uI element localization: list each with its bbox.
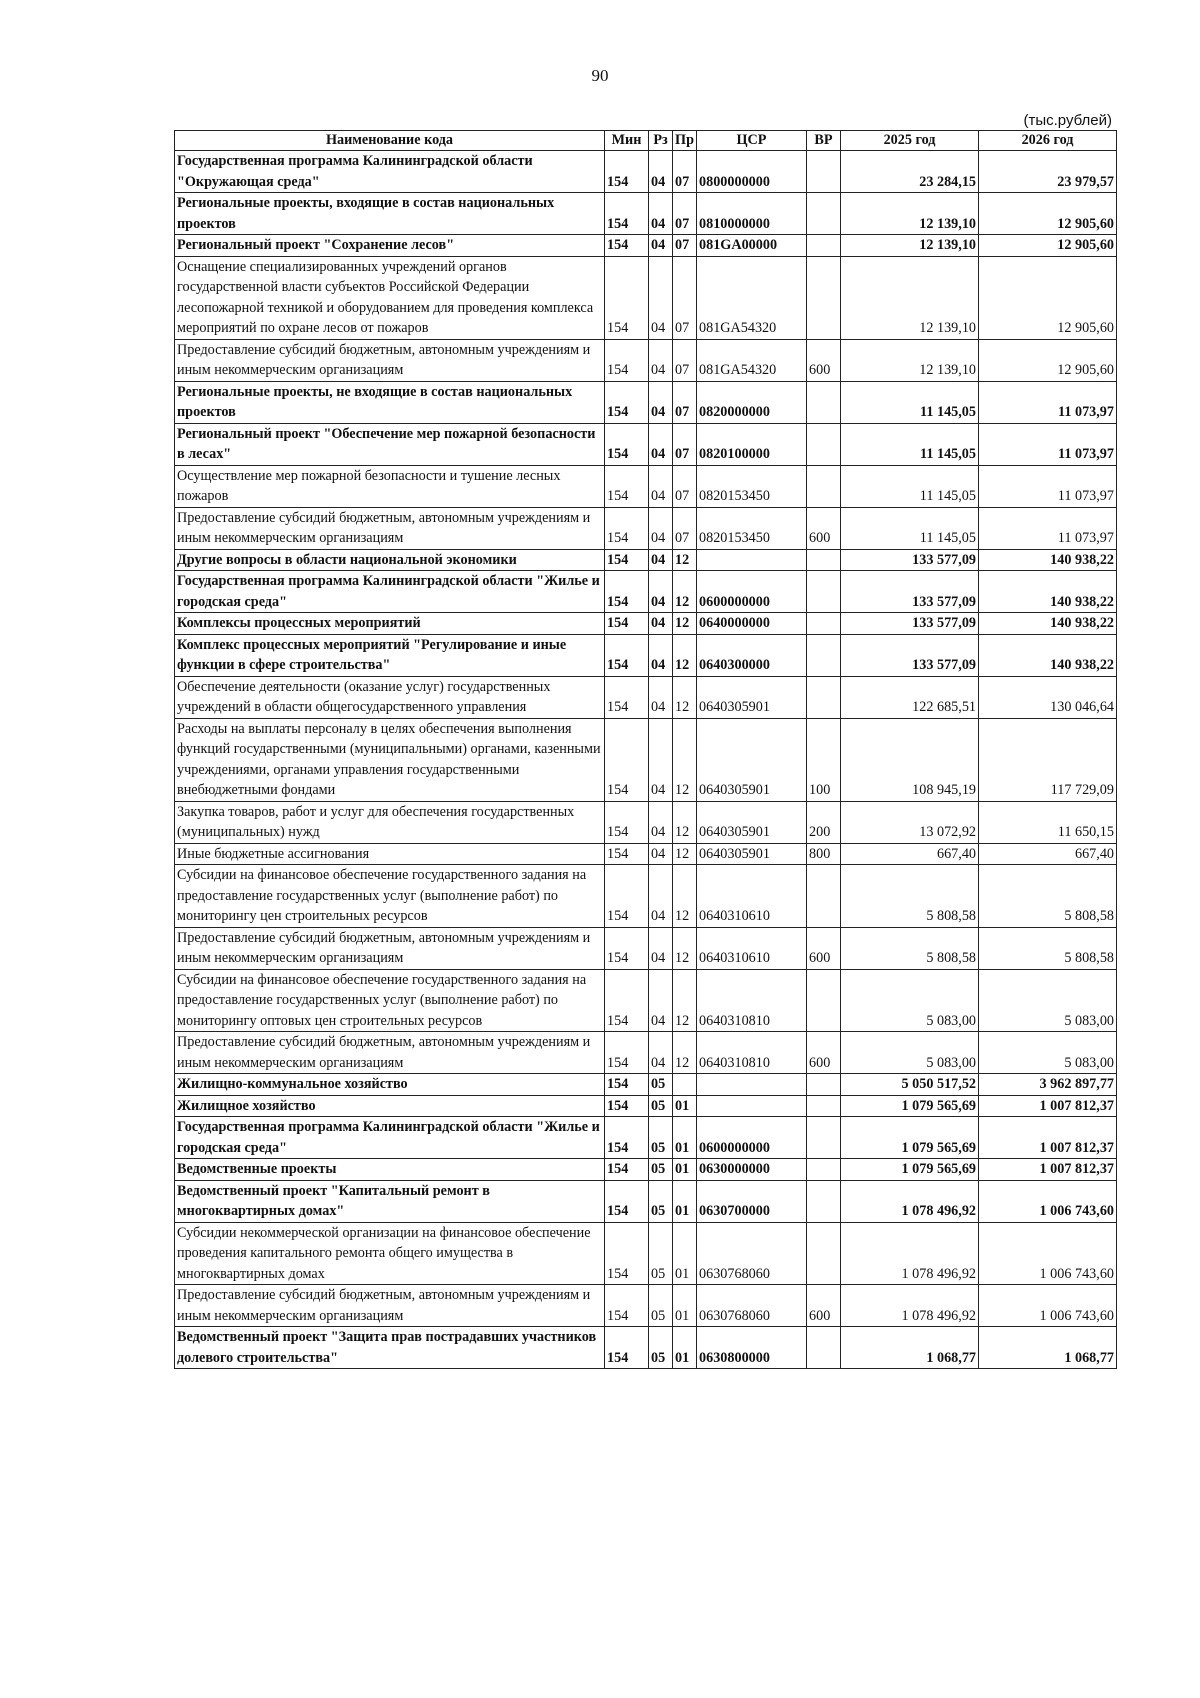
header-vr: ВР bbox=[807, 131, 841, 151]
cell-2026: 11 073,97 bbox=[979, 465, 1117, 507]
cell-rz: 05 bbox=[649, 1095, 673, 1117]
cell-vr bbox=[807, 1074, 841, 1096]
table-row bbox=[175, 339, 1117, 381]
header-2026: 2026 год bbox=[979, 131, 1117, 151]
cell-vr bbox=[807, 634, 841, 676]
cell-vr: 600 bbox=[807, 1285, 841, 1327]
cell-2026: 1 006 743,60 bbox=[979, 1222, 1117, 1285]
cell-pr: 01 bbox=[673, 1222, 697, 1285]
cell-pr: 07 bbox=[673, 465, 697, 507]
cell-vr bbox=[807, 969, 841, 1032]
cell-pr: 12 bbox=[673, 969, 697, 1032]
cell-rz: 04 bbox=[649, 465, 673, 507]
cell-name: Жилищное хозяйство bbox=[175, 1095, 605, 1117]
cell-pr: 07 bbox=[673, 193, 697, 235]
cell-min: 154 bbox=[605, 927, 649, 969]
table-row bbox=[175, 865, 1117, 928]
cell-csr: 0820153450 bbox=[697, 465, 807, 507]
cell-2026: 11 073,97 bbox=[979, 507, 1117, 549]
cell-csr: 081GA00000 bbox=[697, 235, 807, 257]
cell-csr: 0640310810 bbox=[697, 1032, 807, 1074]
cell-min: 154 bbox=[605, 1159, 649, 1181]
cell-min: 154 bbox=[605, 1117, 649, 1159]
table-row bbox=[175, 381, 1117, 423]
cell-csr: 0640310610 bbox=[697, 865, 807, 928]
table-row bbox=[175, 1285, 1117, 1327]
cell-name: Иные бюджетные ассигнования bbox=[175, 843, 605, 865]
cell-2026: 11 650,15 bbox=[979, 801, 1117, 843]
table-row bbox=[175, 1180, 1117, 1222]
cell-2025: 133 577,09 bbox=[841, 549, 979, 571]
cell-2026: 3 962 897,77 bbox=[979, 1074, 1117, 1096]
cell-pr: 12 bbox=[673, 676, 697, 718]
cell-min: 154 bbox=[605, 465, 649, 507]
cell-csr: 0630700000 bbox=[697, 1180, 807, 1222]
cell-min: 154 bbox=[605, 634, 649, 676]
cell-rz: 04 bbox=[649, 843, 673, 865]
table-row bbox=[175, 634, 1117, 676]
table-row bbox=[175, 718, 1117, 801]
cell-name: Региональный проект "Сохранение лесов" bbox=[175, 235, 605, 257]
cell-2025: 108 945,19 bbox=[841, 718, 979, 801]
cell-name: Ведомственный проект "Защита прав пострадавших участников долевого строительства" bbox=[175, 1327, 605, 1369]
table-row bbox=[175, 1117, 1117, 1159]
cell-min: 154 bbox=[605, 1327, 649, 1369]
cell-name: Расходы на выплаты персоналу в целях обеспечения выполнения функций государственными (муниципальными) органами, казенными учреждениями, органами управления государственными внебюджетными фондами bbox=[175, 718, 605, 801]
cell-2025: 11 145,05 bbox=[841, 507, 979, 549]
cell-vr bbox=[807, 1095, 841, 1117]
cell-rz: 05 bbox=[649, 1285, 673, 1327]
table-row bbox=[175, 1095, 1117, 1117]
cell-min: 154 bbox=[605, 801, 649, 843]
cell-pr: 01 bbox=[673, 1095, 697, 1117]
cell-rz: 04 bbox=[649, 1032, 673, 1074]
cell-2025: 1 078 496,92 bbox=[841, 1285, 979, 1327]
cell-csr: 0820153450 bbox=[697, 507, 807, 549]
cell-2025: 5 808,58 bbox=[841, 927, 979, 969]
cell-name: Субсидии на финансовое обеспечение государственного задания на предоставление государственных услуг (выполнение работ) по мониторингу оптовых цен строительных ресурсов bbox=[175, 969, 605, 1032]
table-row bbox=[175, 1032, 1117, 1074]
cell-2025: 1 078 496,92 bbox=[841, 1180, 979, 1222]
cell-vr: 600 bbox=[807, 507, 841, 549]
cell-csr: 0640305901 bbox=[697, 801, 807, 843]
cell-name: Предоставление субсидий бюджетным, автономным учреждениям и иным некоммерческим организациям bbox=[175, 507, 605, 549]
cell-min: 154 bbox=[605, 676, 649, 718]
table-row bbox=[175, 549, 1117, 571]
header-pr: Пр bbox=[673, 131, 697, 151]
cell-vr bbox=[807, 549, 841, 571]
cell-2026: 140 938,22 bbox=[979, 613, 1117, 635]
cell-min: 154 bbox=[605, 571, 649, 613]
cell-2025: 133 577,09 bbox=[841, 613, 979, 635]
cell-pr: 01 bbox=[673, 1117, 697, 1159]
cell-csr: 0640305901 bbox=[697, 843, 807, 865]
cell-vr bbox=[807, 1159, 841, 1181]
cell-csr: 0820100000 bbox=[697, 423, 807, 465]
cell-rz: 04 bbox=[649, 549, 673, 571]
cell-vr bbox=[807, 1180, 841, 1222]
cell-pr: 12 bbox=[673, 1032, 697, 1074]
cell-pr: 12 bbox=[673, 927, 697, 969]
cell-pr: 07 bbox=[673, 507, 697, 549]
cell-2026: 130 046,64 bbox=[979, 676, 1117, 718]
header-csr: ЦСР bbox=[697, 131, 807, 151]
header-2025: 2025 год bbox=[841, 131, 979, 151]
cell-rz: 05 bbox=[649, 1327, 673, 1369]
cell-csr: 0640305901 bbox=[697, 676, 807, 718]
cell-name: Оснащение специализированных учреждений органов государственной власти субъектов Российской Федерации лесопожарной техникой и оборудованием для проведения комплекса мероприятий по охране лесов от пожаров bbox=[175, 256, 605, 339]
cell-2025: 1 078 496,92 bbox=[841, 1222, 979, 1285]
cell-rz: 05 bbox=[649, 1159, 673, 1181]
cell-pr: 01 bbox=[673, 1327, 697, 1369]
cell-rz: 04 bbox=[649, 969, 673, 1032]
cell-min: 154 bbox=[605, 507, 649, 549]
cell-vr bbox=[807, 235, 841, 257]
cell-csr: 081GA54320 bbox=[697, 339, 807, 381]
table-row bbox=[175, 193, 1117, 235]
cell-name: Ведомственный проект "Капитальный ремонт в многоквартирных домах" bbox=[175, 1180, 605, 1222]
units-label: (тыс.рублей) bbox=[1023, 112, 1112, 129]
cell-vr bbox=[807, 1327, 841, 1369]
cell-name: Другие вопросы в области национальной экономики bbox=[175, 549, 605, 571]
cell-2026: 23 979,57 bbox=[979, 151, 1117, 193]
table-row bbox=[175, 507, 1117, 549]
cell-rz: 04 bbox=[649, 381, 673, 423]
cell-name: Предоставление субсидий бюджетным, автономным учреждениям и иным некоммерческим организациям bbox=[175, 1285, 605, 1327]
cell-min: 154 bbox=[605, 1032, 649, 1074]
cell-2025: 12 139,10 bbox=[841, 235, 979, 257]
cell-pr: 07 bbox=[673, 256, 697, 339]
cell-name: Ведомственные проекты bbox=[175, 1159, 605, 1181]
cell-2025: 23 284,15 bbox=[841, 151, 979, 193]
table-row bbox=[175, 465, 1117, 507]
cell-2025: 11 145,05 bbox=[841, 381, 979, 423]
cell-csr: 0600000000 bbox=[697, 571, 807, 613]
cell-vr bbox=[807, 1222, 841, 1285]
cell-min: 154 bbox=[605, 1074, 649, 1096]
cell-2026: 5 083,00 bbox=[979, 969, 1117, 1032]
cell-name: Жилищно-коммунальное хозяйство bbox=[175, 1074, 605, 1096]
cell-name: Субсидии на финансовое обеспечение государственного задания на предоставление государственных услуг (выполнение работ) по мониторингу цен строительных ресурсов bbox=[175, 865, 605, 928]
cell-2026: 1 006 743,60 bbox=[979, 1180, 1117, 1222]
table-row bbox=[175, 969, 1117, 1032]
table-row bbox=[175, 256, 1117, 339]
cell-csr: 0640310610 bbox=[697, 927, 807, 969]
cell-2025: 12 139,10 bbox=[841, 193, 979, 235]
cell-pr: 12 bbox=[673, 718, 697, 801]
page-number: 90 bbox=[591, 66, 609, 85]
cell-2026: 12 905,60 bbox=[979, 339, 1117, 381]
cell-2025: 11 145,05 bbox=[841, 465, 979, 507]
cell-csr bbox=[697, 549, 807, 571]
cell-csr: 0630768060 bbox=[697, 1285, 807, 1327]
cell-csr: 0820000000 bbox=[697, 381, 807, 423]
cell-pr: 01 bbox=[673, 1159, 697, 1181]
budget-table bbox=[174, 130, 1117, 1369]
cell-2026: 140 938,22 bbox=[979, 634, 1117, 676]
cell-csr: 0630800000 bbox=[697, 1327, 807, 1369]
cell-rz: 04 bbox=[649, 571, 673, 613]
cell-vr: 600 bbox=[807, 927, 841, 969]
cell-pr: 12 bbox=[673, 613, 697, 635]
cell-2026: 12 905,60 bbox=[979, 256, 1117, 339]
cell-rz: 04 bbox=[649, 256, 673, 339]
cell-rz: 04 bbox=[649, 865, 673, 928]
cell-pr: 07 bbox=[673, 151, 697, 193]
cell-name: Государственная программа Калининградской области "Жилье и городская среда" bbox=[175, 1117, 605, 1159]
cell-min: 154 bbox=[605, 1222, 649, 1285]
cell-rz: 04 bbox=[649, 613, 673, 635]
cell-vr bbox=[807, 423, 841, 465]
cell-name: Осуществление мер пожарной безопасности и тушение лесных пожаров bbox=[175, 465, 605, 507]
cell-pr: 12 bbox=[673, 634, 697, 676]
header-rz: Рз bbox=[649, 131, 673, 151]
cell-pr bbox=[673, 1074, 697, 1096]
cell-name: Предоставление субсидий бюджетным, автономным учреждениям и иным некоммерческим организациям bbox=[175, 339, 605, 381]
cell-min: 154 bbox=[605, 549, 649, 571]
table-row bbox=[175, 801, 1117, 843]
table-row bbox=[175, 1222, 1117, 1285]
table-body bbox=[175, 151, 1117, 1369]
cell-min: 154 bbox=[605, 151, 649, 193]
cell-2026: 1 007 812,37 bbox=[979, 1095, 1117, 1117]
cell-vr bbox=[807, 571, 841, 613]
table-row bbox=[175, 1159, 1117, 1181]
cell-rz: 04 bbox=[649, 235, 673, 257]
cell-pr: 12 bbox=[673, 801, 697, 843]
cell-2026: 5 083,00 bbox=[979, 1032, 1117, 1074]
cell-vr: 800 bbox=[807, 843, 841, 865]
cell-vr bbox=[807, 465, 841, 507]
table-row bbox=[175, 613, 1117, 635]
table-row bbox=[175, 423, 1117, 465]
cell-2026: 11 073,97 bbox=[979, 423, 1117, 465]
cell-2025: 133 577,09 bbox=[841, 571, 979, 613]
cell-name: Комплекс процессных мероприятий "Регулирование и иные функции в сфере строительства" bbox=[175, 634, 605, 676]
cell-csr: 0630768060 bbox=[697, 1222, 807, 1285]
cell-name: Субсидии некоммерческой организации на финансовое обеспечение проведения капитального ремонта общего имущества в многоквартирных домах bbox=[175, 1222, 605, 1285]
cell-vr: 600 bbox=[807, 339, 841, 381]
cell-csr: 0800000000 bbox=[697, 151, 807, 193]
cell-min: 154 bbox=[605, 969, 649, 1032]
cell-csr: 0640310810 bbox=[697, 969, 807, 1032]
cell-min: 154 bbox=[605, 1285, 649, 1327]
table-row bbox=[175, 235, 1117, 257]
cell-name: Региональные проекты, входящие в состав национальных проектов bbox=[175, 193, 605, 235]
table-row bbox=[175, 927, 1117, 969]
table-row bbox=[175, 1074, 1117, 1096]
cell-2025: 13 072,92 bbox=[841, 801, 979, 843]
cell-name: Государственная программа Калининградской области "Окружающая среда" bbox=[175, 151, 605, 193]
table-row bbox=[175, 1327, 1117, 1369]
cell-min: 154 bbox=[605, 718, 649, 801]
cell-vr: 200 bbox=[807, 801, 841, 843]
cell-min: 154 bbox=[605, 1180, 649, 1222]
cell-2026: 1 007 812,37 bbox=[979, 1117, 1117, 1159]
cell-2026: 12 905,60 bbox=[979, 235, 1117, 257]
cell-min: 154 bbox=[605, 613, 649, 635]
cell-2026: 117 729,09 bbox=[979, 718, 1117, 801]
cell-2025: 5 083,00 bbox=[841, 969, 979, 1032]
cell-pr: 07 bbox=[673, 423, 697, 465]
cell-rz: 04 bbox=[649, 423, 673, 465]
cell-2025: 667,40 bbox=[841, 843, 979, 865]
cell-2026: 667,40 bbox=[979, 843, 1117, 865]
cell-csr bbox=[697, 1095, 807, 1117]
cell-pr: 12 bbox=[673, 865, 697, 928]
cell-name: Государственная программа Калининградской области "Жилье и городская среда" bbox=[175, 571, 605, 613]
cell-pr: 07 bbox=[673, 381, 697, 423]
header-min: Мин bbox=[605, 131, 649, 151]
cell-2026: 1 007 812,37 bbox=[979, 1159, 1117, 1181]
cell-2026: 140 938,22 bbox=[979, 571, 1117, 613]
cell-2026: 5 808,58 bbox=[979, 927, 1117, 969]
cell-2026: 140 938,22 bbox=[979, 549, 1117, 571]
cell-rz: 04 bbox=[649, 634, 673, 676]
cell-csr: 0640300000 bbox=[697, 634, 807, 676]
cell-vr bbox=[807, 256, 841, 339]
cell-2025: 12 139,10 bbox=[841, 256, 979, 339]
cell-name: Закупка товаров, работ и услуг для обеспечения государственных (муниципальных) нужд bbox=[175, 801, 605, 843]
cell-min: 154 bbox=[605, 256, 649, 339]
cell-pr: 01 bbox=[673, 1285, 697, 1327]
cell-csr: 0640000000 bbox=[697, 613, 807, 635]
table-row bbox=[175, 676, 1117, 718]
cell-vr bbox=[807, 1117, 841, 1159]
cell-rz: 04 bbox=[649, 151, 673, 193]
cell-pr: 07 bbox=[673, 339, 697, 381]
cell-2026: 1 006 743,60 bbox=[979, 1285, 1117, 1327]
cell-min: 154 bbox=[605, 1095, 649, 1117]
cell-vr bbox=[807, 676, 841, 718]
cell-csr bbox=[697, 1074, 807, 1096]
cell-rz: 05 bbox=[649, 1180, 673, 1222]
cell-2025: 5 050 517,52 bbox=[841, 1074, 979, 1096]
cell-csr: 0810000000 bbox=[697, 193, 807, 235]
cell-vr bbox=[807, 151, 841, 193]
cell-pr: 12 bbox=[673, 549, 697, 571]
cell-2026: 11 073,97 bbox=[979, 381, 1117, 423]
cell-min: 154 bbox=[605, 235, 649, 257]
table-row bbox=[175, 571, 1117, 613]
cell-2025: 1 079 565,69 bbox=[841, 1117, 979, 1159]
cell-vr bbox=[807, 613, 841, 635]
cell-2025: 12 139,10 bbox=[841, 339, 979, 381]
cell-name: Региональные проекты, не входящие в состав национальных проектов bbox=[175, 381, 605, 423]
cell-2026: 1 068,77 bbox=[979, 1327, 1117, 1369]
cell-rz: 04 bbox=[649, 927, 673, 969]
cell-name: Обеспечение деятельности (оказание услуг) государственных учреждений в области общегосударственного управления bbox=[175, 676, 605, 718]
cell-min: 154 bbox=[605, 865, 649, 928]
cell-name: Комплексы процессных мероприятий bbox=[175, 613, 605, 635]
table-row bbox=[175, 843, 1117, 865]
cell-min: 154 bbox=[605, 193, 649, 235]
cell-vr: 100 bbox=[807, 718, 841, 801]
cell-2025: 133 577,09 bbox=[841, 634, 979, 676]
cell-pr: 12 bbox=[673, 843, 697, 865]
table-header-row bbox=[175, 131, 1117, 151]
cell-rz: 04 bbox=[649, 339, 673, 381]
cell-name: Региональный проект "Обеспечение мер пожарной безопасности в лесах" bbox=[175, 423, 605, 465]
cell-csr: 0640305901 bbox=[697, 718, 807, 801]
cell-2025: 5 083,00 bbox=[841, 1032, 979, 1074]
cell-csr: 0600000000 bbox=[697, 1117, 807, 1159]
cell-rz: 05 bbox=[649, 1222, 673, 1285]
cell-rz: 04 bbox=[649, 193, 673, 235]
cell-rz: 05 bbox=[649, 1074, 673, 1096]
cell-min: 154 bbox=[605, 843, 649, 865]
cell-pr: 12 bbox=[673, 571, 697, 613]
cell-vr bbox=[807, 193, 841, 235]
cell-vr bbox=[807, 381, 841, 423]
cell-name: Предоставление субсидий бюджетным, автономным учреждениям и иным некоммерческим организациям bbox=[175, 1032, 605, 1074]
cell-rz: 04 bbox=[649, 718, 673, 801]
cell-2026: 5 808,58 bbox=[979, 865, 1117, 928]
cell-2026: 12 905,60 bbox=[979, 193, 1117, 235]
cell-pr: 01 bbox=[673, 1180, 697, 1222]
cell-vr bbox=[807, 865, 841, 928]
cell-rz: 04 bbox=[649, 676, 673, 718]
cell-rz: 05 bbox=[649, 1117, 673, 1159]
cell-min: 154 bbox=[605, 381, 649, 423]
cell-rz: 04 bbox=[649, 801, 673, 843]
header-name: Наименование кода bbox=[175, 131, 605, 151]
cell-csr: 0630000000 bbox=[697, 1159, 807, 1181]
cell-2025: 1 079 565,69 bbox=[841, 1095, 979, 1117]
cell-pr: 07 bbox=[673, 235, 697, 257]
cell-vr: 600 bbox=[807, 1032, 841, 1074]
cell-min: 154 bbox=[605, 339, 649, 381]
cell-2025: 11 145,05 bbox=[841, 423, 979, 465]
cell-2025: 5 808,58 bbox=[841, 865, 979, 928]
cell-csr: 081GA54320 bbox=[697, 256, 807, 339]
cell-2025: 1 068,77 bbox=[841, 1327, 979, 1369]
table-row bbox=[175, 151, 1117, 193]
cell-min: 154 bbox=[605, 423, 649, 465]
cell-2025: 122 685,51 bbox=[841, 676, 979, 718]
cell-2025: 1 079 565,69 bbox=[841, 1159, 979, 1181]
cell-name: Предоставление субсидий бюджетным, автономным учреждениям и иным некоммерческим организациям bbox=[175, 927, 605, 969]
cell-rz: 04 bbox=[649, 507, 673, 549]
